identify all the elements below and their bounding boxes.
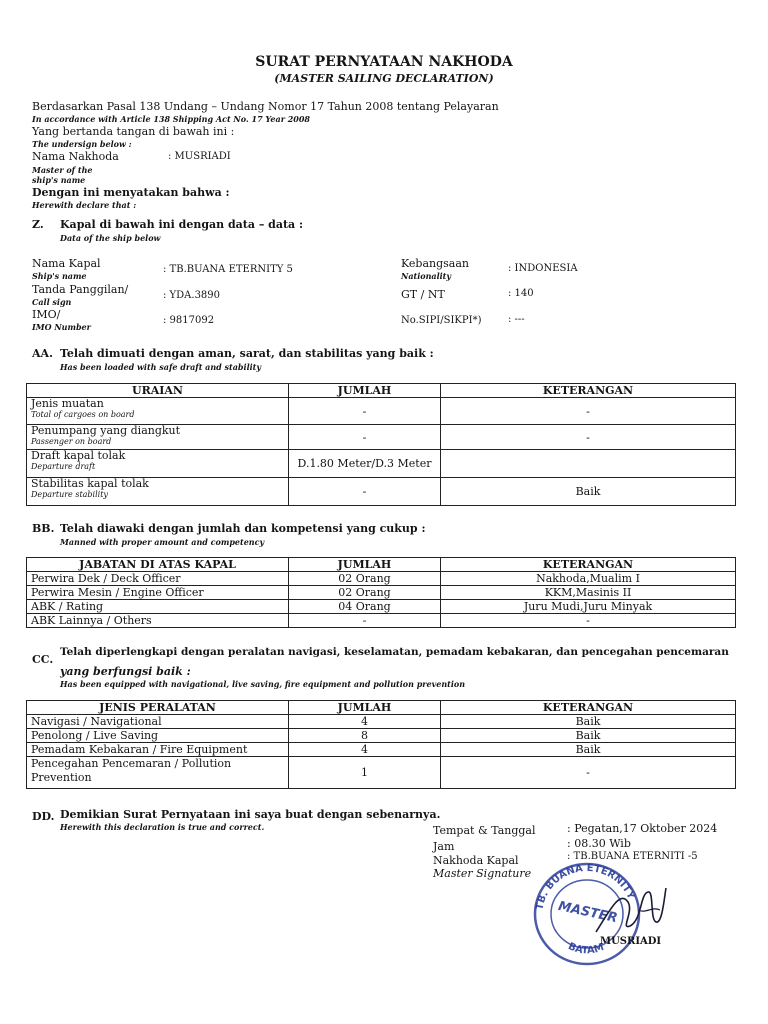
row-keterangan: - [441,398,736,425]
section-bb-code: BB. [32,522,55,535]
row-keterangan: Baik [441,743,736,757]
row-label: Pencegahan Pencemaran / Pollution Prevention [27,757,289,789]
row-keterangan: Baik [441,715,736,729]
column-header-jumlah: JUMLAH [289,558,441,572]
equipment-table [26,700,736,789]
stamp-middle-text: MASTER [556,898,619,927]
row-keterangan: Nakhoda,Mualim I [441,572,736,586]
row-label: Navigasi / Navigational [27,715,289,729]
section-z-heading-translation: Data of the ship below [60,233,161,243]
section-cc-heading-line1: Telah diperlengkapi dengan peralatan navigasi, keselamatan, pemadam kebakaran, dan pencegahan pencemaran [60,646,729,658]
time-value: : 08.30 Wib [567,837,631,850]
row-label: Draft kapal tolak [31,449,126,462]
nationality-label: Kebangsaan [401,257,470,270]
document-subtitle: (MASTER SAILING DECLARATION) [274,72,494,85]
nationality-value: : INDONESIA [508,263,578,274]
table-header-row [27,558,736,572]
row-label: Jenis muatan [31,397,104,410]
section-cc-code: CC. [32,653,54,666]
gt-nt-label: GT / NT [401,288,445,301]
row-jumlah: 4 [289,743,441,757]
row-jumlah: - [289,398,441,425]
table-row [27,729,736,743]
master-signature-label: Master Signature [433,867,532,880]
row-keterangan: - [441,614,736,628]
declare-line-translation: Herewith declare that : [32,200,137,210]
row-label-translation: Passenger on board [31,437,112,446]
row-label: Pemadam Kebakaran / Fire Equipment [27,743,289,757]
table-row [27,586,736,600]
stamp-top-text: TB. BUANA ETERNITY [534,862,637,911]
intro-line1: Berdasarkan Pasal 138 Undang – Undang Nomor 17 Tahun 2008 tentang Pelayaran [32,100,499,113]
master-name-value: : MUSRIADI [168,151,231,162]
master-name-label-tr2: ship's name [32,175,86,185]
column-header-jumlah: JUMLAH [289,701,441,715]
callsign-value: : YDA.3890 [163,290,221,301]
section-cc-heading-translation: Has been equipped with navigational, live saving, fire equipment and pollution prevention [60,679,466,689]
table-row [27,614,736,628]
row-jumlah: 4 [289,715,441,729]
callsign-label-translation: Call sign [32,297,72,307]
column-header-jenis-peralatan: JENIS PERALATAN [27,701,289,715]
row-jumlah: 8 [289,729,441,743]
captain-value: : TB.BUANA ETERNITI -5 [567,851,698,862]
ship-name-label: Nama Kapal [32,257,101,270]
stamp-bottom-text: BATAM [566,940,606,957]
callsign-label: Tanda Panggilan/ [32,283,129,296]
column-header-uraian: URAIAN [27,384,289,398]
section-bb-heading-translation: Manned with proper amount and competency [60,537,265,547]
gt-nt-value: : 140 [508,288,534,299]
column-header-keterangan: KETERANGAN [441,701,736,715]
row-keterangan: - [441,425,736,450]
master-name-label-tr1: Master of the [32,165,93,175]
section-aa-heading: Telah dimuati dengan aman, sarat, dan stabilitas yang baik : [60,347,434,360]
declare-line: Dengan ini menyatakan bahwa : [32,186,230,199]
captain-label: Nakhoda Kapal [433,854,519,867]
section-cc-heading-line2: yang berfungsi baik : [60,665,191,678]
intro-line2: Yang bertanda tangan di bawah ini : [32,125,235,138]
intro-line2-translation: The undersign below : [32,139,132,149]
table-row [27,715,736,729]
crew-table [26,557,736,628]
ship-name-value: : TB.BUANA ETERNITY 5 [163,264,293,275]
row-keterangan: Juru Mudi,Juru Minyak [441,600,736,614]
row-label: Perwira Dek / Deck Officer [27,572,289,586]
table-row [27,450,736,478]
place-date-value: : Pegatan,17 Oktober 2024 [567,822,718,835]
row-label: ABK Lainnya / Others [27,614,289,628]
row-keterangan: KKM,Masinis II [441,586,736,600]
signer-name: MUSRIADI [600,936,662,947]
table-row [27,425,736,450]
row-jumlah: 1 [289,757,441,789]
table-header-row [27,701,736,715]
row-jumlah: - [289,478,441,506]
nationality-label-translation: Nationality [401,271,451,281]
row-label-translation: Departure stability [31,490,108,499]
imo-label-translation: IMO Number [32,322,91,332]
section-aa-code: AA. [32,347,53,360]
section-dd-code: DD. [32,810,55,823]
ship-name-label-translation: Ship's name [32,271,87,281]
row-keterangan: Baik [441,478,736,506]
row-jumlah: 02 Orang [289,572,441,586]
row-jumlah: - [289,614,441,628]
time-label: Jam [433,840,455,853]
imo-label: IMO/ [32,308,61,321]
table-row [27,478,736,506]
imo-value: : 9817092 [163,315,215,326]
row-keterangan: Baik [441,729,736,743]
table-header-row [27,384,736,398]
column-header-jumlah: JUMLAH [289,384,441,398]
table-row [27,398,736,425]
row-label: ABK / Rating [27,600,289,614]
column-header-jabatan: JABATAN DI ATAS KAPAL [27,558,289,572]
table-row [27,743,736,757]
place-date-label: Tempat & Tanggal [433,824,536,837]
document-title: SURAT PERNYATAAN NAKHODA [255,54,513,70]
row-jumlah: 02 Orang [289,586,441,600]
sipi-label: No.SIPI/SIKPI*) [401,315,482,326]
row-label: Stabilitas kapal tolak [31,477,149,490]
section-bb-heading: Telah diawaki dengan jumlah dan kompetensi yang cukup : [60,522,426,535]
row-label: Perwira Mesin / Engine Officer [27,586,289,600]
row-jumlah: D.1.80 Meter/D.3 Meter [289,450,441,478]
row-keterangan [441,450,736,478]
row-label-translation: Departure draft [31,462,96,471]
row-keterangan: - [441,757,736,789]
row-label: Penumpang yang diangkut [31,424,181,437]
column-header-keterangan: KETERANGAN [441,384,736,398]
intro-line1-translation: In accordance with Article 138 Shipping Act No. 17 Year 2008 [32,114,310,124]
master-name-label: Nama Nakhoda [32,150,119,163]
column-header-keterangan: KETERANGAN [441,558,736,572]
loading-table [26,383,736,506]
table-row [27,572,736,586]
table-row [27,757,736,789]
row-label-translation: Total of cargoes on board [31,410,135,419]
section-dd-heading: Demikian Surat Pernyataan ini saya buat dengan sebenarnya. [60,808,441,821]
section-dd-heading-translation: Herewith this declaration is true and correct. [60,822,265,832]
section-aa-heading-translation: Has been loaded with safe draft and stability [60,362,261,372]
section-z-code: Z. [32,218,44,231]
sipi-value: : --- [508,314,525,325]
row-jumlah: 04 Orang [289,600,441,614]
table-row [27,600,736,614]
section-z-heading: Kapal di bawah ini dengan data – data : [60,218,304,231]
row-label: Penolong / Live Saving [27,729,289,743]
row-jumlah: - [289,425,441,450]
